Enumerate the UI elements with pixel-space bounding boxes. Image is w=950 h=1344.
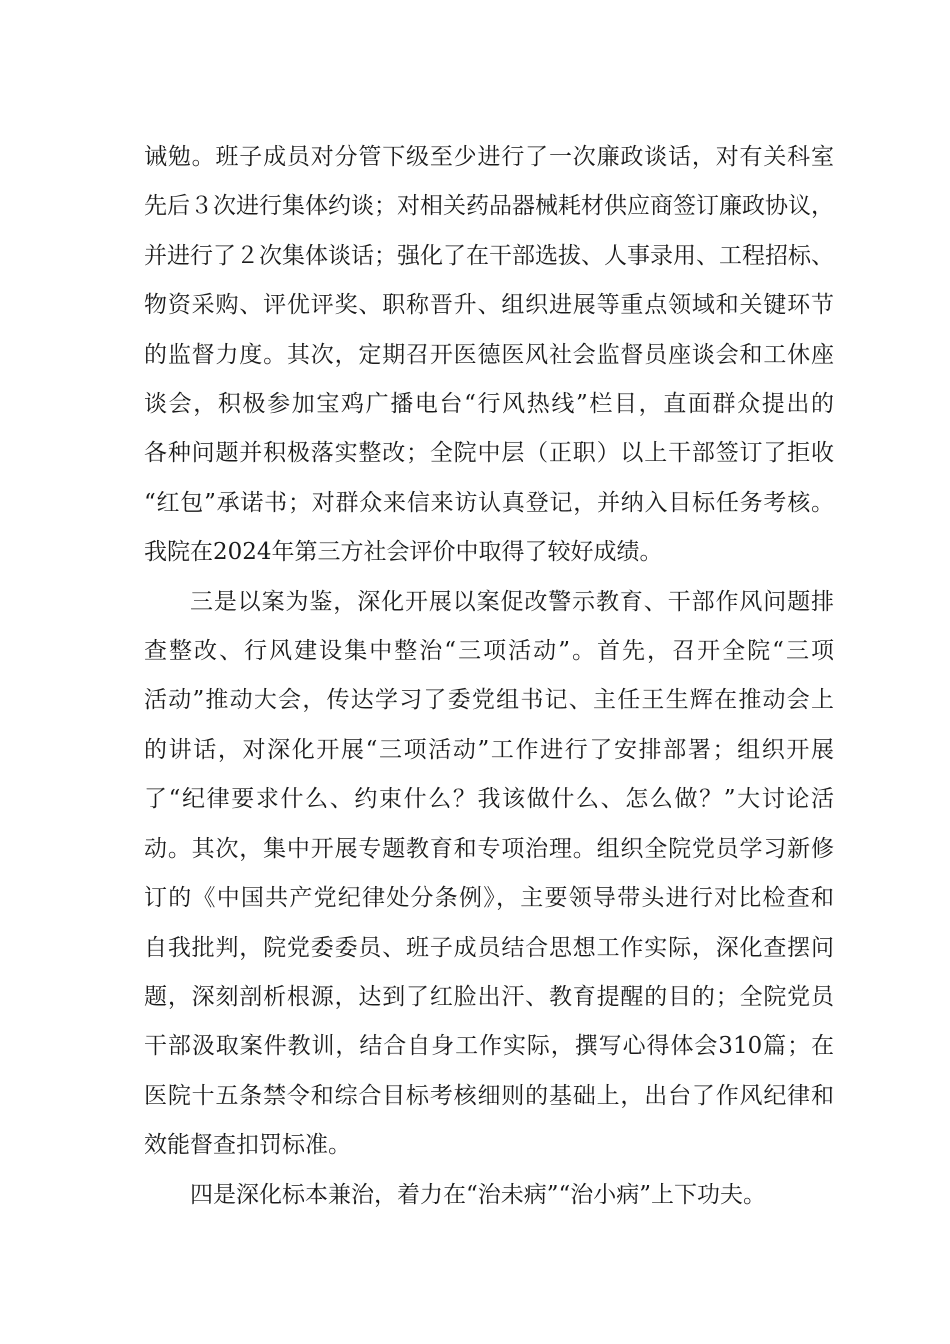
text-line: 医院十五条禁令和综合目标考核细则的基础上，出台了作风纪律和 bbox=[144, 1082, 834, 1109]
text-line: 谈会，积极参加宝鸡广播电台“行风热线”栏目，直面群众提出的 bbox=[144, 391, 834, 418]
text-line: 订的《中国共产党纪律处分条例》，主要领导带头进行对比检查和 bbox=[144, 885, 834, 912]
text-line: 题，深刻剖析根源，达到了红脸出汗、教育提醒的目的；全院党员 bbox=[144, 983, 834, 1010]
text-line: 的监督力度。其次，定期召开医德医风社会监督员座谈会和工休座 bbox=[144, 341, 834, 368]
text-line: 四是深化标本兼治，着力在“治未病”“治小病”上下功夫。 bbox=[190, 1181, 767, 1208]
text-line: 动。其次，集中开展专题教育和专项治理。组织全院党员学习新修 bbox=[144, 835, 834, 862]
text-line: 各种问题并积极落实整改；全院中层（正职）以上干部签订了拒收 bbox=[144, 440, 834, 467]
paragraph-3 bbox=[144, 1171, 834, 1220]
text-line: 三是以案为鉴，深化开展以案促改警示教育、干部作风问题排 bbox=[190, 588, 834, 615]
text-line: 干部汲取案件教训，结合自身工作实际，撰写心得体会310篇；在 bbox=[144, 1033, 834, 1060]
paragraph-2 bbox=[144, 578, 834, 1171]
text-line: 查整改、行风建设集中整治“三项活动”。首先，召开全院“三项 bbox=[144, 638, 834, 665]
text-line: “红包”承诺书；对群众来信来访认真登记，并纳入目标任务考核。 bbox=[144, 489, 834, 516]
text-line: 先后３次进行集体约谈；对相关药品器械耗材供应商签订廉政协议， bbox=[144, 193, 834, 220]
text-line: 并进行了２次集体谈话；强化了在干部选拔、人事录用、工程招标、 bbox=[144, 242, 834, 269]
text-line: 活动”推动大会，传达学习了委党组书记、主任王生辉在推动会上 bbox=[144, 687, 834, 714]
text-line: 了“纪律要求什么、约束什么？我该做什么、怎么做？”大讨论活 bbox=[144, 786, 834, 813]
text-line: 的讲话，对深化开展“三项活动”工作进行了安排部署；组织开展 bbox=[144, 736, 834, 763]
text-line: 自我批判，院党委委员、班子成员结合思想工作实际，深化查摆问 bbox=[144, 934, 834, 961]
text-line: 诫勉。班子成员对分管下级至少进行了一次廉政谈话，对有关科室 bbox=[144, 144, 834, 170]
text-line: 效能督查扣罚标准。 bbox=[144, 1132, 351, 1159]
text-line: 我院在2024年第三方社会评价中取得了较好成绩。 bbox=[144, 539, 663, 566]
paragraph-1 bbox=[144, 133, 834, 578]
document-body bbox=[144, 133, 834, 1220]
text-line: 物资采购、评优评奖、职称晋升、组织进展等重点领域和关键环节 bbox=[144, 292, 834, 319]
